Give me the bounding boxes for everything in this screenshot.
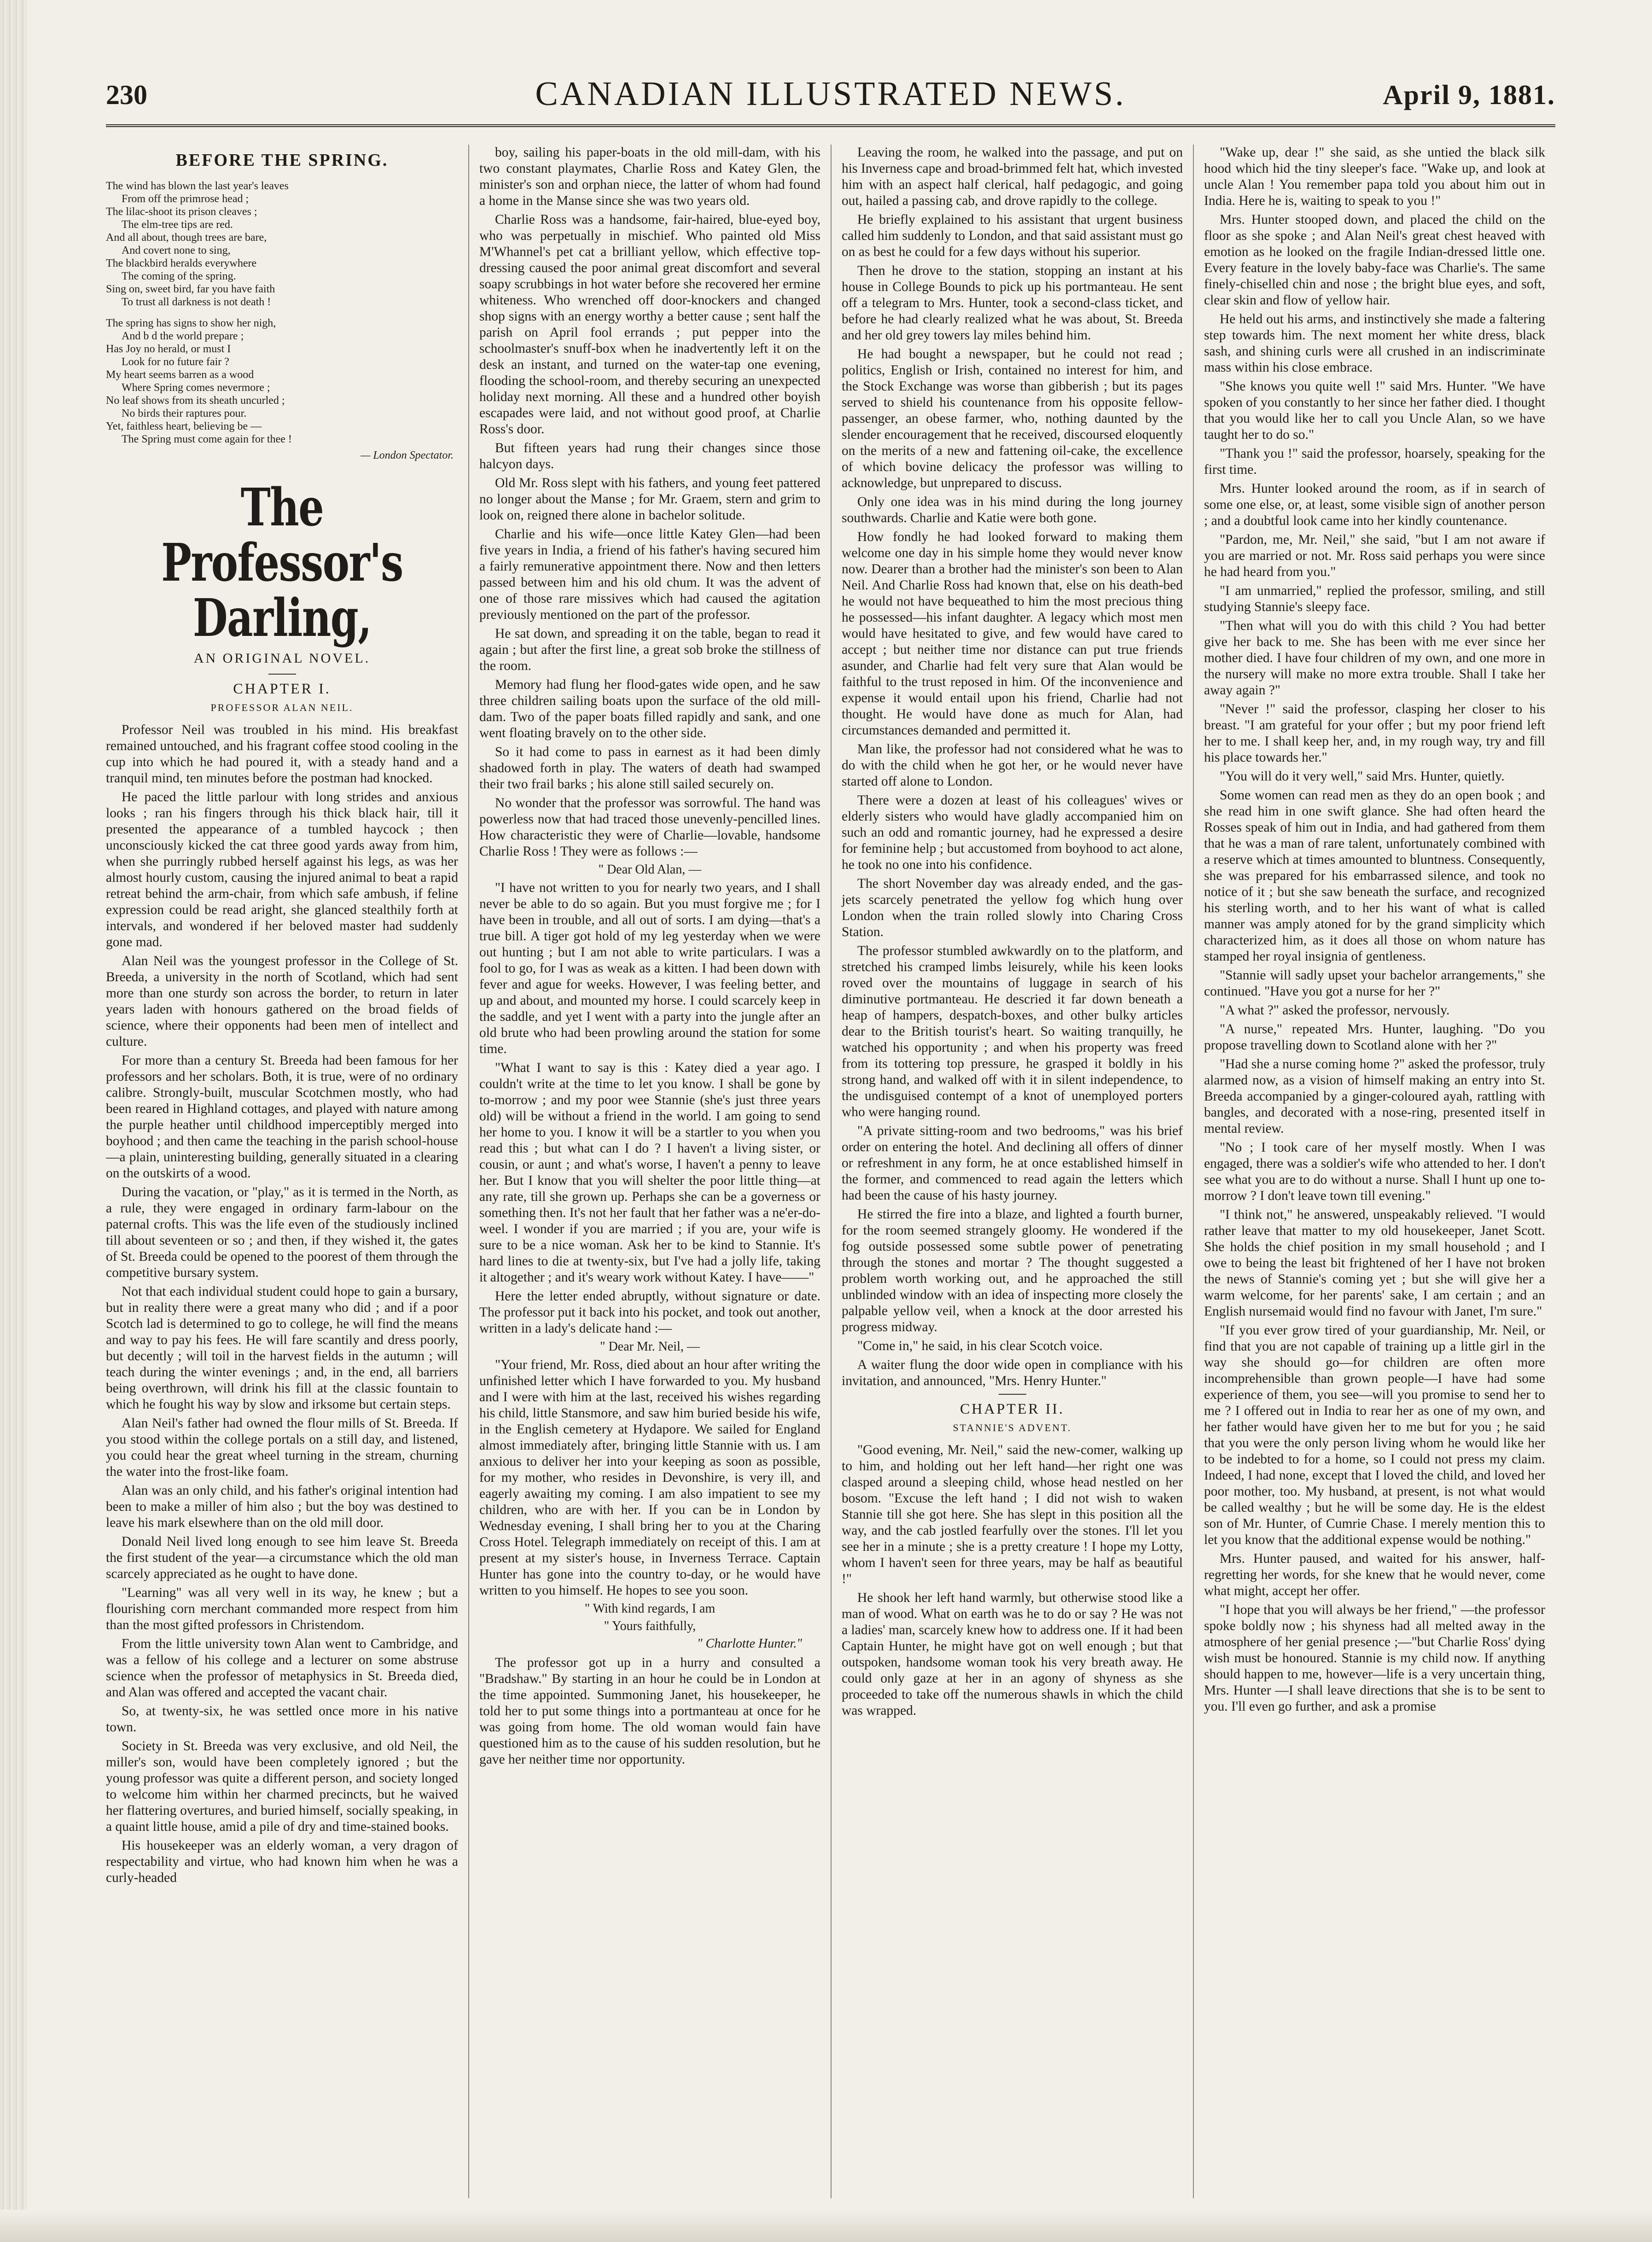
paragraph: "A nurse," repeated Mrs. Hunter, laughing. "Do you propose travelling down to Scotland alone with her ?" [1204,1022,1545,1053]
paragraph: Mrs. Hunter stooped down, and placed the child on the floor as she spoke ; and Alan Neil's great chest heaved with emotion as he looked on the fragile Indian-dressed little one. Every feature in the lovely baby-face was Charlie's. The same finely-chiselled chin and nose ; the bright blue eyes, and soft, clear skin and flow of yellow hair. [1204,212,1545,308]
paragraph: Alan Neil's father had owned the flour mills of St. Breeda. If you stood within the college portals on a still day, and listened, you could hear the great wheel turning in the stream, churning the water into the frost-like foam. [106,1416,458,1479]
paragraph: "Had she a nurse coming home ?" asked the professor, truly alarmed now, as a vision of himself making an entry into St. Breeda accompanied by a ginger-coloured ayah, rattling with bangles, and decorated with a nose-ring, presented itself in mental review. [1204,1057,1545,1136]
poem-line: Look for no future fair ? [122,356,229,368]
poem-line: The coming of the spring. [122,270,236,282]
newspaper-title: CANADIAN ILLUSTRATED NEWS. [535,75,1126,113]
paragraph: "Your friend, Mr. Ross, died about an hour after writing the unfinished letter which I have forwarded to you. My husband and I were with him at the last, received his wishes regarding his child, little Stansmore, and saw him buried beside his wife, in the English cemetery at Hydapore. We sailed for England almost immediately after, bringing little Stannie with us. I am anxious to deliver her into your keeping as soon as possible, for my mother, who resides in Devonshire, is very ill, and eagerly awaiting my coming. I am also impatient to see my children, who are with her. If you can be in London by Wednesday evening, I shall bring her to you at the Charing Cross Hotel. Telegraph immediately on receipt of this. I am at present at my sister's house, in Inverness Terrace. Captain Hunter has gone into the country to-day, or he would have written to you himself. He hopes to see you soon. [479,1357,820,1598]
chapter-2-subheading: STANNIE'S ADVENT. [953,1422,1072,1433]
poem-line: No birds their raptures pour. [122,408,247,419]
paragraph: Old Mr. Ross slept with his fathers, and young feet pattered no longer about the Manse ; for Mr. Graem, stern and grim to look on, reigned there alone in bachelor solitude. [479,476,820,523]
column-1 [106,145,468,2198]
paragraph: "Stannie will sadly upset your bachelor arrangements," she continued. "Have you got a nurse for her ?" [1204,968,1545,999]
column-2 [468,145,831,2198]
chapter-2-heading: CHAPTER II. [960,1400,1065,1417]
poem-line: Has Joy no herald, or must I [106,343,231,355]
paragraph: "Thank you !" said the professor, hoarsely, speaking for the first time. [1204,446,1545,477]
novel-title: The Professor's Darling, [161,478,403,648]
paragraph: "A what ?" asked the professor, nervously. [1220,1003,1450,1018]
issue-date: April 9, 1881. [1383,80,1555,110]
paragraph: "She knows you quite well !" said Mrs. Hunter. "We have spoken of you constantly to her since her father died. I thought that you would like her to call you Uncle Alan, so we have taught her to do so." [1204,379,1545,442]
poem-line: No leaf shows from its sheath uncurled ; [106,395,285,407]
paragraph: "If you ever grow tired of your guardianship, Mr. Neil, or find that you are not capable of training up a little girl in the way she should go—for children are often more incomprehensible than grown people—I have had some experience of them, you see—will you promise to send her to me ? I offered out in India to rear her as one of my own, and her father would have given her to me but for you ; he said that you were the only person living whom he would like her to be indebted to for a home, so I could not press my claim. Indeed, I had none, except that I loved the child, and loved her poor mother, too. My husband, at present, is not what would be called wealthy ; but he will be some day. He is the eldest son of Mr. Hunter, of Cumrie Chase. I merely mention this to let you know that the additional expense would be nothing." [1204,1323,1545,1547]
paragraph: A waiter flung the door wide open in compliance with his invitation, and announced, "Mrs. Henry Hunter." [842,1357,1183,1388]
paragraph: "Wake up, dear !" she said, as she untied the black silk hood which hid the tiny sleeper's face. "Wake up, and look at uncle Alan ! You remember papa told you about him out in India. Here he is, waiting to speak to you !" [1204,145,1545,208]
paragraph: Charlie and his wife—once little Katey Glen—had been five years in India, a friend of his father's having secured him a fairly remunerative appointment there. Now and then letters passed between him and his old chum. It was the advent of one of those rare missives which had caused the agitation previously mentioned on the part of the professor. [479,527,820,622]
paragraph: Memory had flung her flood-gates wide open, and he saw three children sailing boats upon the surface of the old mill-dam. Two of the paper boats filled rapidly and sank, and one went floating bravely on to the other side. [479,677,820,740]
poem-line: The Spring must come again for thee ! [122,433,292,445]
paragraph: So it had come to pass in earnest as it had been dimly shadowed forth in play. The waters of death had swamped their two frail barks ; his alone still sailed securely on. [479,745,820,792]
paragraph: Then he drove to the station, stopping an instant at his house in College Bounds to pick up his portmanteau. He sent off a telegram to Mrs. Hunter, took a second-class ticket, and before he had clearly realized what he was about, St. Breeda and her old grey towers lay miles behind him. [842,263,1183,343]
poem-source: — London Spectator. [360,449,454,461]
poem-line: And b d the world prepare ; [122,330,244,342]
letter-closing: " With kind regards, I am [584,1601,715,1616]
paragraph: Not that each individual student could hope to gain a bursary, but in reality there were a great many who did ; and if a poor Scotch lad is determined to go to college, he will find the means and way to pay his fees. He will fare scantily and dress poorly, but decently ; will toil in the harvest fields in the autumn ; will teach during the winter evenings ; and, in the end, all barriers being overthrown, will drink his fill at the classic fountain to which he fought his way by slow and irksome but certain steps. [106,1284,458,1412]
paragraph: Some women can read men as they do an open book ; and she read him in one swift glance. She had often heard the Rosses speak of him out in India, and had gathered from them that he was a man of rare talent, unfortunately combined with a reserve which at times amounted to bluntness. Consequently, she was prepared for his embarrassed silence, and took no notice of it ; but she saw beneath the surface, and recognized his sterling worth, and to her his want of what is called manner was amply atoned for by the grand simplicity which characterized him, as it does all those on whom nature has stamped her royal insignia of gentleness. [1204,788,1545,964]
poem-line: Where Spring comes nevermore ; [122,382,270,394]
paragraph: He shook her left hand warmly, but otherwise stood like a man of wood. What on earth was he to do or say ? He was not a ladies' man, scarcely knew how to address one. If it had been Captain Hunter, he might have got on well enough ; but that outspoken, handsome woman took his very breath away. He could only gaze at her in an agony of shyness as she proceeded to take off the numerous shawls in which the child was wrapped. [842,1590,1183,1718]
scanned-page-edge [0,0,27,2242]
paragraph: The professor stumbled awkwardly on to the platform, and stretched his cramped limbs leisurely, while his keen looks roved over the mountains of luggage in search of his diminutive portmanteau. He descried it far down beneath a heap of hampers, despatch-boxes, and other bulky articles dear to the British tourist's heart. So waiting tranquilly, he watched his opportunity ; and when his property was freed from its tottering top pressure, he grasped it boldly in his strong hand, and walked off with it in silent independence, to the undisguised contempt of a knot of unemployed porters who were hanging round. [842,943,1183,1119]
paragraph: Professor Neil was troubled in his mind. His breakfast remained untouched, and his fragrant coffee stood cooling in the cup into which he had poured it, with a steady hand and a tranquil mind, ten minutes before the postman had knocked. [106,722,458,786]
paragraph: Donald Neil lived long enough to see him leave St. Breeda the first student of the year—a circumstance which the old man scarcely appreciated as he ought to have done. [106,1534,458,1581]
column-1-text [106,722,458,1886]
paragraph: He sat down, and spreading it on the table, began to read it again ; but after the first line, a great sob broke the stillness of the room. [479,626,820,673]
poem-line: The blackbird heralds everywhere [106,257,257,269]
chapter-1-subheading: PROFESSOR ALAN NEIL. [210,702,354,713]
poem-line: The elm-tree tips are red. [122,219,233,231]
poem-line: Yet, faithless heart, believing be — [106,420,262,432]
paragraph: How fondly he had looked forward to making them welcome one day in his simple home they would never know now. Dearer than a brother had the minister's son been to Alan Neil. And Charlie Ross had known that, else on his death-bed he would not have bequeathed to him the most precious thing he possessed—his infant daughter. A legacy which most men would have hesitated to give, and few would have cared to accept ; but neither time nor distance can put true friends asunder, and Charlie had felt very sure that Alan would be faithful to the trust reposed in him. Of the inconvenience and expense it would entail upon his friend, Charlie had not thought. He would have done as much for Alan, had circumstances demanded and permitted it. [842,530,1183,738]
poem-line: The wind has blown the last year's leaves [106,180,289,192]
paragraph: "What I want to say is this : Katey died a year ago. I couldn't write at the time to let you know. I shall be gone by to-morrow ; and my poor wee Stannie (she's just three years old) will be without a friend in the world. I am going to send her home to you. I know it will be a startler to you when you read this ; but what can I do ? I haven't a living sister, or cousin, or aunt ; and what's worse, I haven't a penny to leave her. But I know that you will shelter the poor little thing—at any rate, till she grown up. Perhaps she can be a governess or something then. It's not her fault that her father was a ne'er-do-weel. I wonder if you are married ; if you are, your wife is sure to be a nice woman. Ask her to be kind to Stannie. It's hard lines to die at twenty-six, but I've had a jolly life, taking it altogether ; and it's weary work without Katey. I have——" [479,1060,820,1285]
paragraph: "Good evening, Mr. Neil," said the new-comer, walking up to him, and holding out her left hand—her right one was clasped around a sleeping child, whose head nestled on her bosom. "Excuse the left hand ; I did not wish to waken Stannie till she got here. She has slept in this position all the way, and the cab jostled fearfully over the stones. I'll let you see her in a minute ; she is a pretty creature ! I hope my Lotty, whom I haven't seen for three years, may be half as beautiful !" [842,1443,1183,1586]
paragraph: No wonder that the professor was sorrowful. The hand was powerless now that had traced those unevenly-pencilled lines. How characteristic they were of Charlie—lovable, handsome Charlie Ross ! They were as follows :— [479,796,820,859]
paragraph: "You will do it very well," said Mrs. Hunter, quietly. [1220,769,1505,784]
masthead [106,69,1555,127]
paragraph: boy, sailing his paper-boats in the old mill-dam, with his two constant playmates, Charlie Ross and Katey Glen, the minister's son and orphan niece, the latter of whom had found a home in the Manse since she was two years old. [479,145,820,208]
scanned-page-bottom-edge [0,2210,1652,2242]
paragraph: "Then what will you do with this child ? You had better give her back to me. She has been with me ever since her mother died. I have four children of my own, and one more in the nursery will make no more extra trouble. Shall I take her away again ?" [1204,618,1545,698]
column-3-text [842,145,1183,1389]
poem-line: Sing on, sweet bird, far you have faith [106,283,275,295]
paragraph: His housekeeper was an elderly woman, a very dragon of respectability and virtue, who had known him when he was a curly-headed [106,1838,458,1885]
chapter-1-heading: CHAPTER I. [233,680,331,697]
paragraph: So, at twenty-six, he was settled once more in his native town. [106,1704,458,1735]
poem-line: From off the primrose head ; [122,193,249,205]
paragraph: The professor got up in a hurry and consulted a "Bradshaw." By starting in an hour he could be in London at the time appointed. Summoning Janet, his housekeeper, he told her to put some things into a portmanteau at once for he was going from home. The old woman would fain have questioned him as to the cause of his sudden resolution, but he gave her neither time nor opportunity. [479,1655,820,1767]
paragraph: He held out his arms, and instinctively she made a faltering step towards him. The next moment her white dress, black sash, and shining curls were all crushed in an indiscriminate mass within his close embrace. [1204,312,1545,375]
paragraph: Man like, the professor had not considered what he was to do with the child when he got her, or he would never have started off alone to London. [842,742,1183,789]
paragraph: "I have not written to you for nearly two years, and I shall never be able to do so again. But you must forgive me ; for I have been in trouble, and all out of sorts. I am dying—that's a true bill. A tiger got hold of my leg yesterday when we were out hunting ; but I am not able to write particulars. I was a fool to go, for I was as weak as a kitten. I had been down with fever and ague for weeks. However, I was feeling better, and up and about, and mounted my horse. I could scarcely keep in the saddle, and yet I went with a party into the jungle after an old brute who had been prowling around the station for some time. [479,880,820,1056]
paragraph: "Learning" was all very well in its way, he knew ; but a flourishing corn merchant commanded more respect from him than the most gifted professors in Christendom. [106,1585,458,1632]
paragraph: The short November day was already ended, and the gas-jets scarcely penetrated the yellow fog which hung over London when the train rolled slowly into Charing Cross Station. [842,876,1183,939]
letter-salutation: " Dear Old Alan, — [598,862,702,877]
column-2-text [479,145,820,1768]
paragraph: He briefly explained to his assistant that urgent business called him suddenly to London, and that said assistant must go on as best he could for a few days without his superior. [842,212,1183,259]
paragraph: "Never !" said the professor, clasping her closer to his breast. "I am grateful for your offer ; but my poor friend left her to me. I shall keep her, and, in my rough way, try and fill his place towards her." [1204,702,1545,765]
paragraph: "I hope that you will always be her friend," —the professor spoke boldly now ; his shyness had all melted away in the atmosphere of her genial presence ;—"but Charlie Ross' dying wish must be honoured. Stannie is my child now. If anything should happen to me, however—life is a very uncertain thing, Mrs. Hunter —I shall leave directions that she is to be sent to you. I'll even go further, and ask a promise [1204,1602,1545,1714]
paragraph: Alan was an only child, and his father's original intention had been to make a miller of him also ; but the boy was destined to leave his mark elsewhere than on the old mill door. [106,1483,458,1530]
paragraph: "I am unmarried," replied the professor, smiling, and still studying Stannie's sleepy face. [1204,583,1545,614]
poem-title: BEFORE THE SPRING. [175,151,389,170]
poem-line: To trust all darkness is not death ! [122,296,271,308]
page-number: 230 [106,80,147,110]
novel-subtitle: AN ORIGINAL NOVEL. [193,651,371,666]
article-columns [106,145,1555,2198]
paragraph: Alan Neil was the youngest professor in the College of St. Breeda, a university in the north of Scotland, which had sent more than one sturdy son across the border, to return in later years laden with honours gathered on the broad fields of science, where their opponents had been men of intellect and culture. [106,954,458,1049]
column-4 [1193,145,1555,2198]
letter-salutation: " Dear Mr. Neil, — [600,1339,700,1354]
divider [999,1394,1026,1395]
letter-closing: " Yours faithfully, [604,1619,696,1633]
paragraph: He stirred the fire into a blaze, and lighted a fourth burner, for the room seemed strangely gloomy. He wondered if the fog outside possessed some subtle power of penetrating through the stones and mortar ? The thought suggested a problem worth working out, and he approached the still unblinded window with an idea of inspecting more closely the palpable yellow veil, when a knock at the door arrested his progress midway. [842,1207,1183,1334]
paragraph: "Pardon, me, Mr. Neil," she said, "but I am not aware if you are married or not. Mr. Ross said perhaps you were since he had heard from you." [1204,532,1545,579]
poem-line: The spring has signs to show her nigh, [106,317,276,329]
paragraph: He had bought a newspaper, but he could not read ; politics, English or Irish, contained no interest for him, and the Stock Exchange was worse than gibberish ; but its pages served to shield his countenance from his opposite fellow-passenger, an obese farmer, who, nothing daunted by the slender encouragement that he received, discoursed eloquently on the merits of a new and fattening oil-cake, the excellence of which bovine delicacy the professor was willing to acknowledge, but unprepared to discuss. [842,347,1183,490]
poem-body [106,180,458,446]
paragraph: Society in St. Breeda was very exclusive, and old Neil, the miller's son, would have been completely ignored ; but the young professor was quite a different person, and society longed to welcome him within her charmed precincts, but he waived her flattering overtures, and buried himself, socially speaking, in a quaint little house, amid a pile of dry and time-stained books. [106,1739,458,1834]
chapter-2-text [842,1442,1183,1719]
paragraph: Mrs. Hunter paused, and waited for his answer, half-regretting her words, for she knew that he would never, come what might, accept her offer. [1204,1551,1545,1598]
paragraph: "Come in," he said, in his clear Scotch voice. [857,1339,1103,1353]
column-4-text [1204,145,1545,1715]
paragraph: Only one idea was in his mind during the long journey southwards. Charlie and Katie were both gone. [842,495,1183,525]
paragraph: "A private sitting-room and two bedrooms," was his brief order on entering the hotel. And declining all offers of dinner or refreshment in any form, he at once established himself in the former, and commenced to read again the letters which had been the cause of his hasty journey. [842,1124,1183,1203]
poem-line: And all about, though trees are bare, [106,232,267,244]
poem-line: My heart seems barren as a wood [106,369,254,381]
paragraph: "No ; I took care of her myself mostly. When I was engaged, there was a soldier's wife who attended to her. I don't see what you are to do without a nurse. Shall I hunt up one to-morrow ? I don't leave town till evening." [1204,1140,1545,1203]
divider [268,674,296,675]
paragraph: But fifteen years had rung their changes since those halcyon days. [479,441,820,472]
paragraph: There were a dozen at least of his colleagues' wives or elderly sisters who would have gladly accompanied him on such an odd and romantic journey, had he expressed a desire for feminine help ; but accustomed from boyhood to act alone, he took no one into his confidence. [842,793,1183,872]
paragraph: "I think not," he answered, unspeakably relieved. "I would rather leave that matter to my old housekeeper, Janet Scott. She holds the chief position in my small household ; and I owe to being the least bit frightened of her I have not broken the news of Stannie's coming yet ; but she will give her a warm welcome, for her parents' sake, I am certain ; and an English nursemaid would find no favour with Janet, I'm sure." [1204,1207,1545,1319]
paragraph: Leaving the room, he walked into the passage, and put on his Inverness cape and broad-brimmed felt hat, which invested him with an aspect half clerical, half pedagogic, and going out, hailed a passing cab, and drove rapidly to the college. [842,145,1183,208]
poem-line: And covert none to sing, [122,245,231,256]
paragraph: For more than a century St. Breeda had been famous for her professors and her scholars. Both, it is true, were of no ordinary calibre. Strongly-built, muscular Scotchmen mostly, who had been reared in Highland cottages, and played with nature among the purple heather until childhood imperceptibly merged into boyhood ; and then came the teaching in the parish school-house—a plain, uninteresting building, generally situated in a clearing on the outskirts of a wood. [106,1053,458,1181]
paragraph: Here the letter ended abruptly, without signature or date. The professor put it back into his pocket, and took out another, written in a lady's delicate hand :— [479,1289,820,1336]
stanza-gap [106,309,458,317]
paragraph: He paced the little parlour with long strides and anxious looks ; ran his fingers through his thick black hair, till it presented the appearance of a tumbled haycock ; then unconsciously kicked the cat three good yards away from him, when she purringly rubbed herself against his legs, as was her almost hourly custom, causing the injured animal to beat a rapid retreat behind the arm-chair, from which safe ambush, if feline expression could be read aright, she glanced stealthily forth at intervals, and wondered if her beloved master had suddenly gone mad. [106,790,458,949]
paragraph: During the vacation, or "play," as it is termed in the North, as a rule, they were engaged in ordinary farm-labour on the paternal crofts. This was the life even of the studiously inclined till about seventeen or so ; and then, if they wished it, the gates of St. Breeda could be opened to the poorest of them through the competitive bursary system. [106,1185,458,1280]
paragraph: From the little university town Alan went to Cambridge, and was a fellow of his college and a lecturer on some abstruse science when the professor of metaphysics in St. Breeda died, and Alan was offered and accepted the vacant chair. [106,1636,458,1700]
paragraph: Charlie Ross was a handsome, fair-haired, blue-eyed boy, who was perpetually in mischief. Who painted old Miss M'Whannel's pet cat a brilliant yellow, which effective top-dressing caused the poor animal great discomfort and several soapy scrubbings in hot water before she recovered her ermine whiteness. Who wrenched off door-knockers and changed shop signs with an energy worthy a better cause ; sent half the parish on April fool errands ; put pepper into the schoolmaster's snuff-box when he inadvertently left it on the desk an instant, and turned on the water-tap one evening, flooding the school-room, and thereby securing an unexpected holiday next morning. All these and a hundred other boyish escapades were laid, and not without good proof, at Charlie Ross's door. [479,212,820,437]
poem-line: The lilac-shoot its prison cleaves ; [106,206,257,218]
paragraph: Mrs. Hunter looked around the room, as if in search of some one else, or, at least, some visible sign of another person ; and a doubtful look came into her kindly countenance. [1204,481,1545,528]
column-3 [831,145,1193,2198]
letter-signature: " Charlotte Hunter." [697,1636,802,1651]
